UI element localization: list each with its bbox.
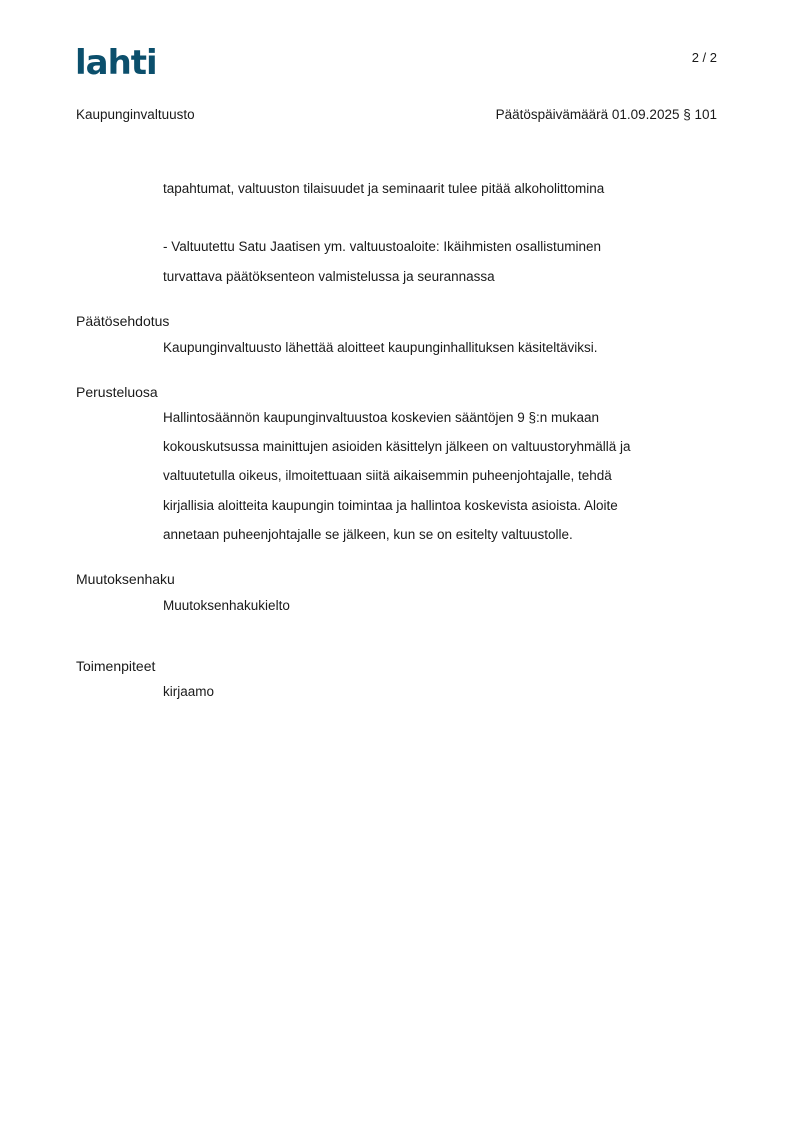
section-heading-muutoksenhaku: Muutoksenhaku — [76, 571, 175, 587]
section-heading-paatosehdotus: Päätösehdotus — [76, 313, 170, 329]
page-number: 2 / 2 — [691, 50, 717, 65]
intro-line: - Valtuutettu Satu Jaatisen ym. valtuustoaloite: Ikäihmisten osallistuminen — [163, 239, 601, 254]
section-text: kirjaamo — [163, 684, 215, 699]
section-text: annetaan puheenjohtajalle se jälkeen, kun se on esitelty valtuustolle. — [163, 527, 573, 542]
section-heading-perusteluosa: Perusteluosa — [76, 384, 158, 400]
section-text: kokouskutsussa mainittujen asioiden käsittelyn jälkeen on valtuustoryhmällä ja — [163, 439, 631, 454]
organ-name: Kaupunginvaltuusto — [76, 107, 195, 122]
section-text: valtuutetulla oikeus, ilmoitettuaan siitä aikaisemmin puheenjohtajalle, tehdä — [163, 468, 612, 483]
section-text: Kaupunginvaltuusto lähettää aloitteet kaupunginhallituksen käsiteltäviksi. — [163, 340, 598, 355]
decision-info: Päätöspäivämäärä 01.09.2025 § 101 — [495, 107, 717, 122]
lahti-logo: lahti — [75, 43, 157, 83]
intro-line: tapahtumat, valtuuston tilaisuudet ja seminaarit tulee pitää alkoholittomina — [163, 181, 605, 196]
section-heading-toimenpiteet: Toimenpiteet — [76, 658, 156, 674]
intro-line: turvattava päätöksenteon valmistelussa ja seurannassa — [163, 269, 495, 284]
section-text: Muutoksenhakukielto — [163, 598, 290, 613]
section-text: kirjallisia aloitteita kaupungin toimintaa ja hallintoa koskevista asioista. Aloite — [163, 498, 618, 513]
section-text: Hallintosäännön kaupunginvaltuustoa koskevien sääntöjen 9 §:n mukaan — [163, 410, 600, 425]
